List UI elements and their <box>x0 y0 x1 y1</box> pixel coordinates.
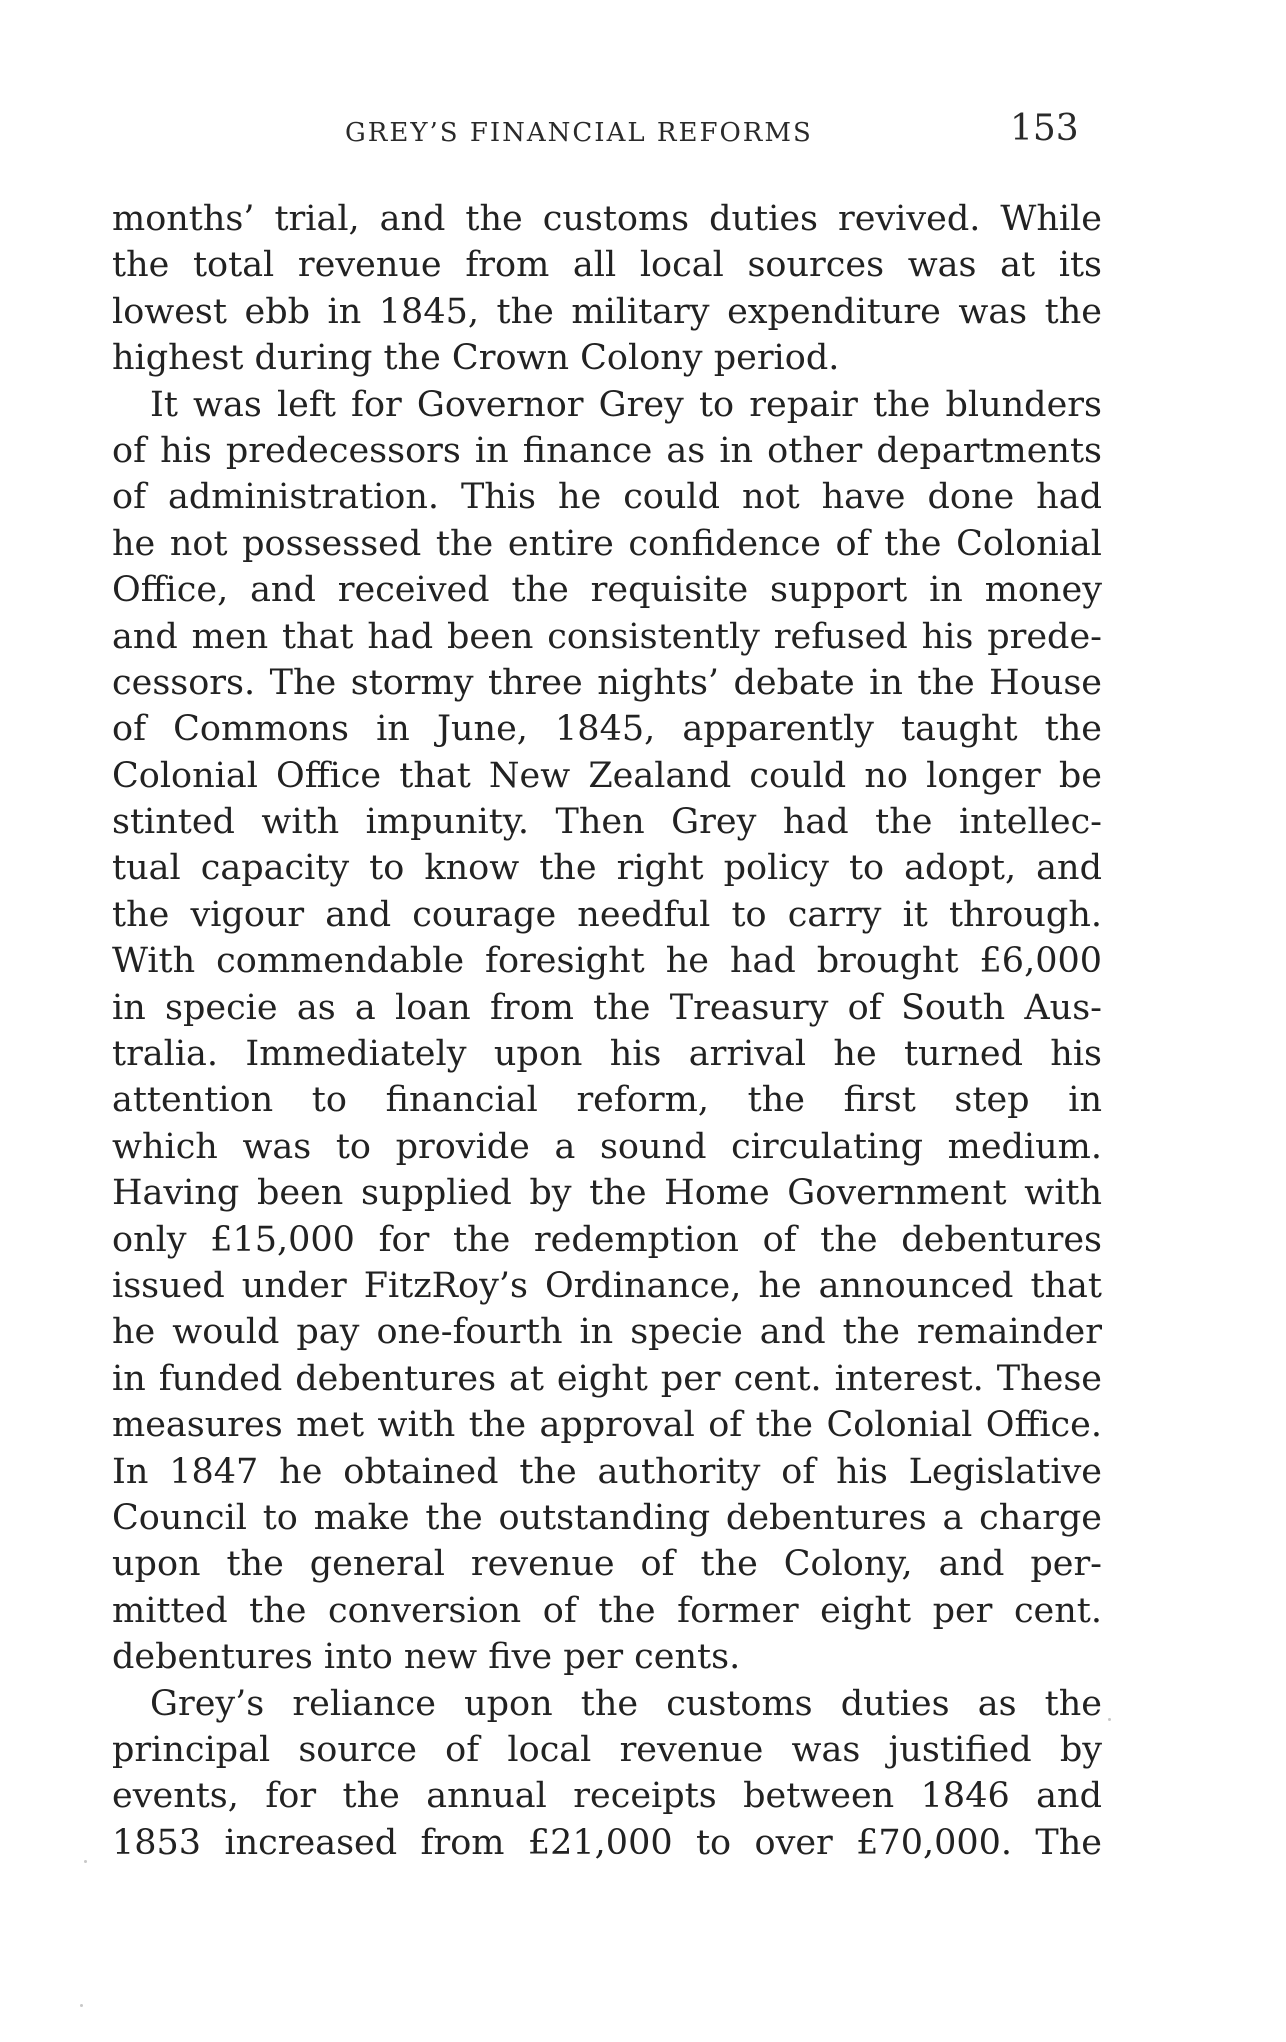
text-line: Office, and received the requisite support in money <box>112 570 1102 611</box>
text-line: With commendable foresight he had brought £6,000 <box>112 941 1102 982</box>
scan-speck <box>84 1860 87 1863</box>
text-line: of administration. This he could not have done had <box>112 477 1102 518</box>
text-line: which was to provide a sound circulating medium. <box>112 1126 1102 1167</box>
text-line: issued under FitzRoy’s Ordinance, he announced that <box>112 1265 1102 1306</box>
text-line: he would pay one-fourth in specie and the remainder <box>112 1312 1102 1353</box>
text-line: the total revenue from all local sources was at its <box>112 245 1102 286</box>
text-line: months’ trial, and the customs duties revived. While <box>112 199 1102 239</box>
text-line: Council to make the outstanding debentures a charge <box>112 1497 1102 1538</box>
running-head: GREY’S FINANCIAL REFORMS <box>345 118 813 148</box>
text-line: 1853 increased from £21,000 to over £70,000. The <box>112 1822 1102 1863</box>
text-line: mitted the conversion of the former eight per cent. <box>112 1590 1102 1631</box>
text-line: in specie as a loan from the Treasury of South Aus- <box>112 987 1102 1028</box>
text-line: of his predecessors in finance as in other departments <box>112 430 1102 471</box>
text-line: and men that had been consistently refused his prede- <box>112 616 1102 657</box>
text-line: events, for the annual receipts between 1846 and <box>112 1776 1102 1817</box>
scan-speck <box>1108 1718 1111 1721</box>
text-line: of Commons in June, 1845, apparently taught the <box>112 709 1102 750</box>
text-line: highest during the Crown Colony period. <box>112 338 840 379</box>
text-line: tual capacity to know the right policy to adopt, and <box>112 848 1102 889</box>
text-line: principal source of local revenue was justified by <box>112 1729 1102 1770</box>
text-line: Colonial Office that New Zealand could no longer be <box>112 755 1102 796</box>
text-line: he not possessed the entire confidence of the Colonial <box>112 523 1102 564</box>
text-line: cessors. The stormy three nights’ debate in the House <box>112 662 1102 703</box>
text-line: tralia. Immediately upon his arrival he turned his <box>112 1034 1102 1075</box>
body-text <box>112 196 1102 1866</box>
text-line: the vigour and courage needful to carry it through. <box>112 894 1102 935</box>
text-line: It was left for Governor Grey to repair the blunders <box>150 384 1102 425</box>
page-number: 153 <box>1010 108 1079 149</box>
scan-speck <box>80 2004 83 2007</box>
text-line: attention to financial reform, the first step in <box>112 1080 1102 1121</box>
text-line: only £15,000 for the redemption of the debentures <box>112 1219 1102 1260</box>
text-line: measures met with the approval of the Colonial Office. <box>112 1405 1102 1446</box>
text-line: In 1847 he obtained the authority of his Legislative <box>112 1451 1102 1492</box>
text-line: lowest ebb in 1845, the military expenditure was the <box>112 291 1102 332</box>
text-line: in funded debentures at eight per cent. interest. These <box>112 1358 1102 1399</box>
text-line: Having been supplied by the Home Government with <box>112 1173 1102 1214</box>
text-line: upon the general revenue of the Colony, and per- <box>112 1544 1102 1585</box>
text-line: debentures into new five per cents. <box>112 1637 741 1678</box>
text-line: Grey’s reliance upon the customs duties as the <box>150 1683 1102 1724</box>
text-line: stinted with impunity. Then Grey had the intellec- <box>112 802 1102 843</box>
